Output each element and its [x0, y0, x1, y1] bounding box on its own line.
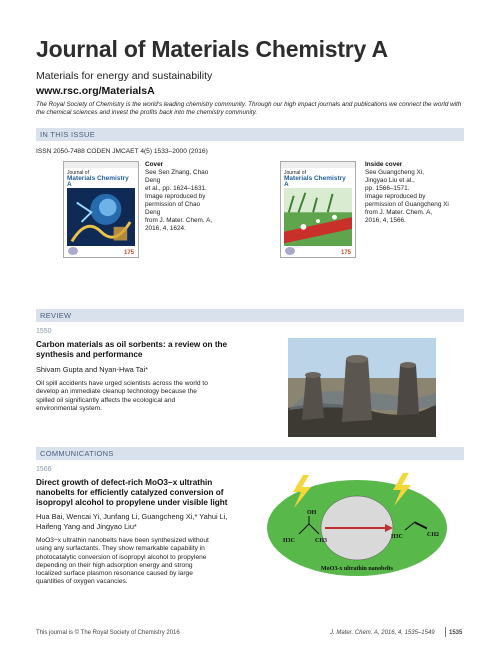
communication-graphic	[263, 470, 451, 578]
communication-authors: Hua Bai, Wencai Yi, Junfang Li, Guangcheng Xi,* Yahui Li, Haifeng Yang and Jingyao Liu*	[36, 512, 228, 531]
inside-cover-thumb-line2: Materials Chemistry A	[284, 175, 346, 188]
cover-thumb-number: 175	[123, 250, 134, 256]
footer-citation: J. Mater. Chem. A, 2016, 4, 1535–1549	[330, 630, 435, 636]
issn-line: ISSN 2050-7488 CODEN JMCAET 4(5) 1533–2000 (2016)	[36, 148, 208, 155]
journal-title: Journal of Materials Chemistry A	[36, 36, 388, 62]
nanobelts-caption: MoO3-x ultrathin nanobelts	[320, 566, 394, 572]
communication-title[interactable]: Direct growth of defect-rich MoO3−x ultrathin nanobelts for efficiently catalyzed conversion of isopropyl alcohol to propylene under visible light	[36, 478, 228, 507]
cover-artwork	[67, 188, 135, 246]
inside-cover-label: Inside cover	[365, 161, 403, 168]
h3c-left-label: H3C	[283, 538, 295, 544]
footer-divider	[445, 627, 446, 637]
review-abstract: Oil spill accidents have urged scientists across the world to develop an immediate cleanup technology because the spilled oil significantly affects the ecological and environmental system.	[36, 380, 208, 412]
h3c-right-label: H3C	[391, 534, 403, 540]
rsc-logo	[68, 247, 78, 255]
rsc-logo	[285, 247, 295, 255]
cover-description: Cover See Sen Zhang, Chao Deng et al., pp. 1624–1631. Image reproduced by permission of Chao Deng from J. Mater. Chem. A, 2016, 4, 1624.	[145, 161, 217, 233]
inside-cover-thumb-line1: Journal of	[284, 170, 306, 176]
review-title[interactable]: Carbon materials as oil sorbents: a review on the synthesis and performance	[36, 340, 228, 359]
inside-cover-description: Inside cover See Guangcheng Xi, Jingyao Liu et al., pp. 1566–1571. Image reproduced by permission of Guangcheng Xi from J. Mater. Chem. A, 2016, 4, 1566.	[365, 161, 460, 225]
communication-page-number: 1566	[36, 466, 52, 473]
inside-cover-thumb-number: 175	[340, 250, 351, 256]
review-heading: REVIEW	[36, 309, 464, 322]
cover-thumb-line1: Journal of	[67, 170, 89, 176]
in-this-issue-heading: IN THIS ISSUE	[36, 128, 464, 141]
journal-url[interactable]: www.rsc.org/MaterialsA	[36, 85, 155, 97]
inside-cover-thumbnail[interactable]	[280, 161, 356, 258]
communications-heading: COMMUNICATIONS	[36, 447, 464, 460]
review-graphic	[288, 338, 436, 437]
cover-label: Cover	[145, 161, 164, 168]
mission-statement: The Royal Society of Chemistry is the world's leading chemistry community. Through our high impact journals and publications we connect the world with the chemical sciences and invest the profits back into the chemistry community.	[36, 101, 462, 116]
ch2-right-label: CH2	[427, 532, 439, 538]
cover-thumbnail[interactable]	[63, 161, 139, 258]
inside-cover-artwork	[284, 188, 352, 246]
review-page-number: 1550	[36, 328, 52, 335]
cover-thumb-line2: Materials Chemistry A	[67, 175, 129, 188]
footer-copyright: This journal is © The Royal Society of Chemistry 2016	[36, 630, 180, 636]
oh-label: OH	[307, 510, 317, 516]
communication-abstract: MoO3−x ultrathin nanobelts have been synthesized without using any surfactants. They show remarkable capability in photocatalytic conversion of isopropyl alcohol to propylene depending on their high adsorption energy and strong localized surface plasmon resonance caused by large quantities of oxygen vacancies.	[36, 537, 209, 586]
footer-page-number: 1535	[449, 630, 463, 636]
review-authors: Shivam Gupta and Nyan-Hwa Tai*	[36, 365, 149, 374]
journal-subtitle: Materials for energy and sustainability	[36, 70, 213, 82]
ch3-left-label: CH3	[315, 538, 327, 544]
